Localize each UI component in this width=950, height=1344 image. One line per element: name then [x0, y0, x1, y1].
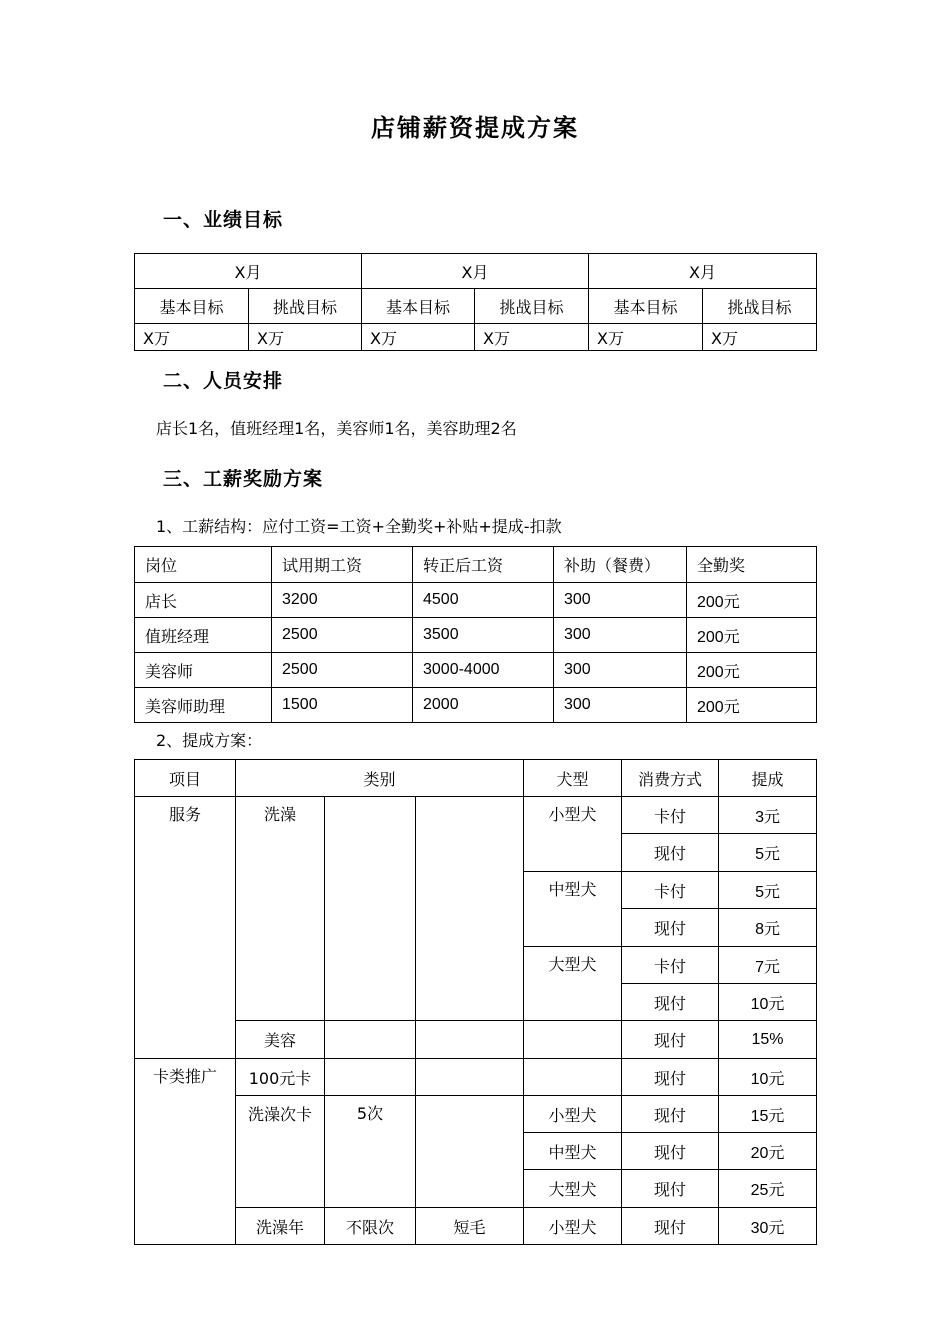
empty-cell — [416, 1059, 524, 1096]
empty-cell — [325, 1021, 416, 1059]
target-value: X万 — [589, 324, 703, 351]
commission-header-payment: 消费方式 — [622, 760, 719, 797]
salary-cell: 1500 — [272, 688, 413, 723]
target-value: X万 — [249, 324, 362, 351]
salary-cell: 2500 — [272, 618, 413, 653]
short-hair: 短毛 — [416, 1208, 524, 1245]
salary-cell: 300 — [554, 618, 687, 653]
commission-value: 25元 — [719, 1170, 817, 1208]
commission-value: 15元 — [719, 1096, 817, 1133]
target-value: X万 — [703, 324, 817, 351]
staffing-text: 店长1名，值班经理1名，美容师1名，美容助理2名 — [156, 419, 517, 438]
dog-type-small: 小型犬 — [524, 1208, 622, 1245]
basic-target-label: 基本目标 — [362, 289, 475, 324]
dog-type-medium: 中型犬 — [524, 872, 622, 947]
dog-type-small: 小型犬 — [524, 1096, 622, 1133]
commission-value: 30元 — [719, 1208, 817, 1245]
commission-plan-title: 2、提成方案： — [156, 731, 263, 750]
dog-type-large: 大型犬 — [524, 947, 622, 1021]
basic-target-label: 基本目标 — [135, 289, 249, 324]
category-beauty: 美容 — [236, 1021, 325, 1059]
dog-type-small: 小型犬 — [524, 797, 622, 872]
category-bath-times-card: 洗澡次卡 — [236, 1096, 325, 1208]
empty-cell — [325, 797, 416, 1021]
payment-cash: 现付 — [622, 1059, 719, 1096]
salary-cell: 300 — [554, 583, 687, 618]
commission-header-commission: 提成 — [719, 760, 817, 797]
unlimited-times: 不限次 — [325, 1208, 416, 1245]
category-100-card: 100元卡 — [236, 1059, 325, 1096]
commission-value: 7元 — [719, 947, 817, 984]
item-service: 服务 — [135, 797, 236, 1059]
commission-value: 10元 — [719, 984, 817, 1021]
commission-value: 5元 — [719, 834, 817, 872]
commission-value: 20元 — [719, 1133, 817, 1170]
commission-value: 8元 — [719, 909, 817, 947]
salary-cell: 美容师助理 — [135, 688, 272, 723]
salary-cell: 4500 — [413, 583, 554, 618]
payment-cash: 现付 — [622, 909, 719, 947]
salary-header-cell: 补助（餐费） — [554, 547, 687, 583]
salary-header-cell: 试用期工资 — [272, 547, 413, 583]
month-header: X月 — [135, 254, 362, 289]
payment-cash: 现付 — [622, 1208, 719, 1245]
category-bath-year: 洗澡年 — [236, 1208, 325, 1245]
salary-cell: 200元 — [687, 583, 817, 618]
salary-cell: 值班经理 — [135, 618, 272, 653]
empty-cell — [325, 1059, 416, 1096]
payment-cash: 现付 — [622, 1021, 719, 1059]
table-row — [135, 583, 817, 618]
performance-target-table — [134, 253, 817, 351]
section-heading-salary: 三、工薪奖励方案 — [163, 468, 324, 490]
payment-cash: 现付 — [622, 984, 719, 1021]
challenge-target-label: 挑战目标 — [249, 289, 362, 324]
empty-cell — [524, 1021, 622, 1059]
dog-type-large: 大型犬 — [524, 1170, 622, 1208]
empty-cell — [416, 1021, 524, 1059]
target-value: X万 — [362, 324, 475, 351]
salary-header-cell: 转正后工资 — [413, 547, 554, 583]
category-bath: 洗澡 — [236, 797, 325, 1021]
payment-cash: 现付 — [622, 1096, 719, 1133]
month-header: X月 — [589, 254, 817, 289]
times-5: 5次 — [325, 1096, 416, 1208]
section-heading-performance: 一、业绩目标 — [163, 209, 284, 231]
challenge-target-label: 挑战目标 — [475, 289, 589, 324]
table-row — [135, 688, 817, 723]
target-value: X万 — [475, 324, 589, 351]
salary-cell: 200元 — [687, 653, 817, 688]
commission-value: 15% — [719, 1021, 817, 1059]
payment-cash: 现付 — [622, 834, 719, 872]
commission-header-item: 项目 — [135, 760, 236, 797]
commission-value: 10元 — [719, 1059, 817, 1096]
payment-card: 卡付 — [622, 797, 719, 834]
commission-table — [134, 759, 817, 1245]
empty-cell — [416, 797, 524, 1021]
target-value: X万 — [135, 324, 249, 351]
salary-cell: 300 — [554, 653, 687, 688]
salary-cell: 店长 — [135, 583, 272, 618]
salary-table — [134, 546, 817, 723]
payment-cash: 现付 — [622, 1133, 719, 1170]
salary-cell: 300 — [554, 688, 687, 723]
payment-card: 卡付 — [622, 947, 719, 984]
salary-cell: 2000 — [413, 688, 554, 723]
basic-target-label: 基本目标 — [589, 289, 703, 324]
empty-cell — [524, 1059, 622, 1096]
salary-header-cell: 全勤奖 — [687, 547, 817, 583]
page-title: 店铺薪资提成方案 — [371, 114, 579, 142]
salary-cell: 3200 — [272, 583, 413, 618]
dog-type-medium: 中型犬 — [524, 1133, 622, 1170]
commission-header-category: 类别 — [236, 760, 524, 797]
challenge-target-label: 挑战目标 — [703, 289, 817, 324]
item-card-promotion: 卡类推广 — [135, 1059, 236, 1245]
month-header: X月 — [362, 254, 589, 289]
salary-cell: 美容师 — [135, 653, 272, 688]
salary-cell: 200元 — [687, 618, 817, 653]
commission-value: 3元 — [719, 797, 817, 834]
payment-card: 卡付 — [622, 872, 719, 909]
salary-cell: 2500 — [272, 653, 413, 688]
table-row — [135, 653, 817, 688]
payment-cash: 现付 — [622, 1170, 719, 1208]
commission-header-dog-type: 犬型 — [524, 760, 622, 797]
table-row — [135, 618, 817, 653]
empty-cell — [416, 1096, 524, 1208]
section-heading-staffing: 二、人员安排 — [163, 370, 284, 392]
salary-cell: 3000-4000 — [413, 653, 554, 688]
salary-cell: 3500 — [413, 618, 554, 653]
salary-structure-text: 1、工薪结构：应付工资=工资+全勤奖+补贴+提成-扣款 — [156, 517, 562, 536]
commission-value: 5元 — [719, 872, 817, 909]
salary-cell: 200元 — [687, 688, 817, 723]
salary-header-cell: 岗位 — [135, 547, 272, 583]
